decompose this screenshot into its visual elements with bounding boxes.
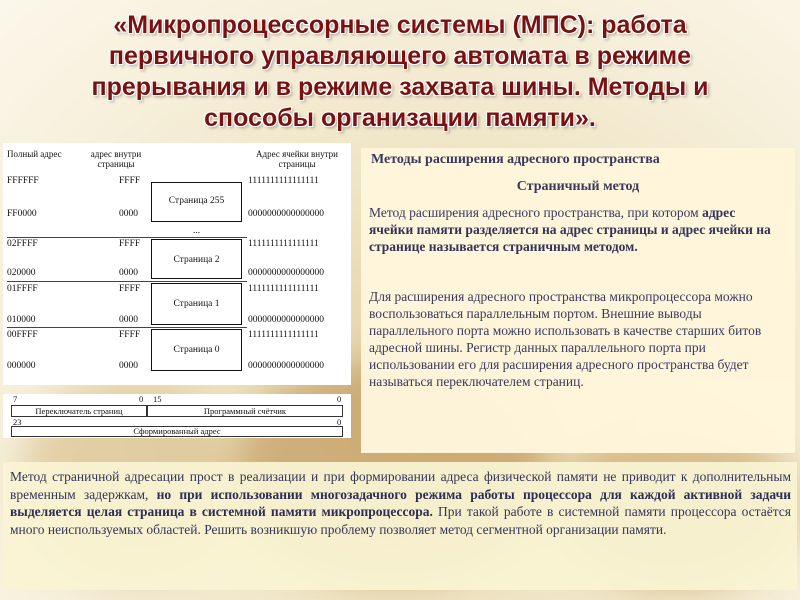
formed-address-label: Сформированный адрес — [133, 426, 221, 436]
page-2-label: Страница 2 — [173, 255, 220, 265]
section-heading: Методы расширения адресного пространства — [371, 152, 660, 167]
divider-line — [7, 327, 247, 328]
bit-number: 23 — [13, 417, 22, 427]
bit-number: 0 — [139, 394, 144, 404]
full-address: 020000 — [7, 268, 36, 278]
header-cell-address: Адрес ячейки внутри страницы — [256, 149, 338, 169]
cell-address: 0000000000000000 — [248, 209, 324, 219]
inner-address: 0000 — [119, 268, 138, 278]
right-text-panel — [361, 148, 795, 453]
slide-title: «Микропроцессорные системы (МПС): работа первичного управляющего автомата в режиме прерывания и в режиме захвата шины. Методы и способы организации памяти». — [91, 11, 709, 132]
page-255-label: Страница 255 — [168, 196, 225, 206]
parallel-port-paragraph: Для расширения адресного пространства микропроцессора можно воспользоваться параллельным портом. Внешние выводы параллельного порта можно использовать в качестве старших битов адресной шины. Регистр данных параллельного порта при использовании его для расширения адресного пространства будет называться переключателем страниц. — [369, 289, 762, 389]
cell-address: 1111111111111111 — [248, 239, 319, 249]
bottom-text-part: Метод страничной адресации прост в реализации и при формировании адреса физической памяти не приводит к дополнительным временным задержкам, — [10, 469, 791, 502]
header-inner-address: адрес внутри страницы — [90, 149, 142, 169]
inner-address: FFFF — [119, 330, 141, 340]
cell-address: 0000000000000000 — [248, 315, 324, 325]
cell-address: 0000000000000000 — [248, 268, 324, 278]
bit-number: 0 — [337, 417, 342, 427]
inner-address: 0000 — [119, 361, 138, 371]
full-address: FFFFFF — [7, 176, 39, 186]
divider-line — [7, 281, 247, 282]
full-address: 01FFFF — [7, 284, 38, 294]
definition-bold-text: адрес ячейки памяти разделяется на адрес страницы и адрес ячейки на странице называется страничным методом. — [369, 205, 771, 254]
cell-address: 1111111111111111 — [248, 284, 319, 294]
bottom-text-block — [3, 462, 797, 590]
bit-number: 15 — [153, 394, 162, 404]
definition-text: Метод расширения адресного пространства, при котором — [369, 205, 703, 220]
cell-address: 1111111111111111 — [248, 330, 319, 340]
divider-line — [7, 237, 247, 238]
inner-address: 0000 — [119, 315, 138, 325]
program-counter-label: Программный счётчик — [203, 406, 287, 416]
cell-address: 0000000000000000 — [248, 361, 324, 371]
bit-number: 7 — [13, 394, 18, 404]
inner-address: FFFF — [119, 284, 141, 294]
page-1-label: Страница 1 — [173, 299, 220, 309]
address-formation-diagram — [3, 394, 351, 438]
bottom-text-part: При такой работе в системной памяти процессора остаётся много неиспользуемых областей. Решить возникшую проблему позволяет метод сегментной организации памяти. — [10, 504, 791, 537]
full-address: 00FFFF — [7, 330, 38, 340]
bit-number: 0 — [337, 394, 342, 404]
bottom-bold-text: но при использовании многозадачного режима работы процессора для каждой активной задачи выделяется целая страница в системной памяти микропроцессора. — [10, 486, 791, 520]
definition-paragraph — [369, 204, 781, 255]
inner-address: 0000 — [119, 209, 138, 219]
cell-address: 1111111111111111 — [248, 176, 319, 186]
page-switch-label: Переключатель страниц — [35, 406, 123, 416]
header-full-address: Полный адрес — [7, 149, 62, 159]
subsection-heading: Страничный метод — [516, 179, 640, 194]
inner-address: FFFF — [119, 239, 141, 249]
page-0-label: Страница 0 — [173, 345, 220, 355]
full-address: 010000 — [7, 315, 36, 325]
full-address: FF0000 — [7, 209, 37, 219]
page-memory-diagram — [3, 143, 351, 385]
full-address: 000000 — [7, 361, 36, 371]
full-address: 02FFFF — [7, 239, 38, 249]
inner-address: FFFF — [119, 176, 141, 186]
page-ellipsis: ... — [192, 226, 201, 236]
